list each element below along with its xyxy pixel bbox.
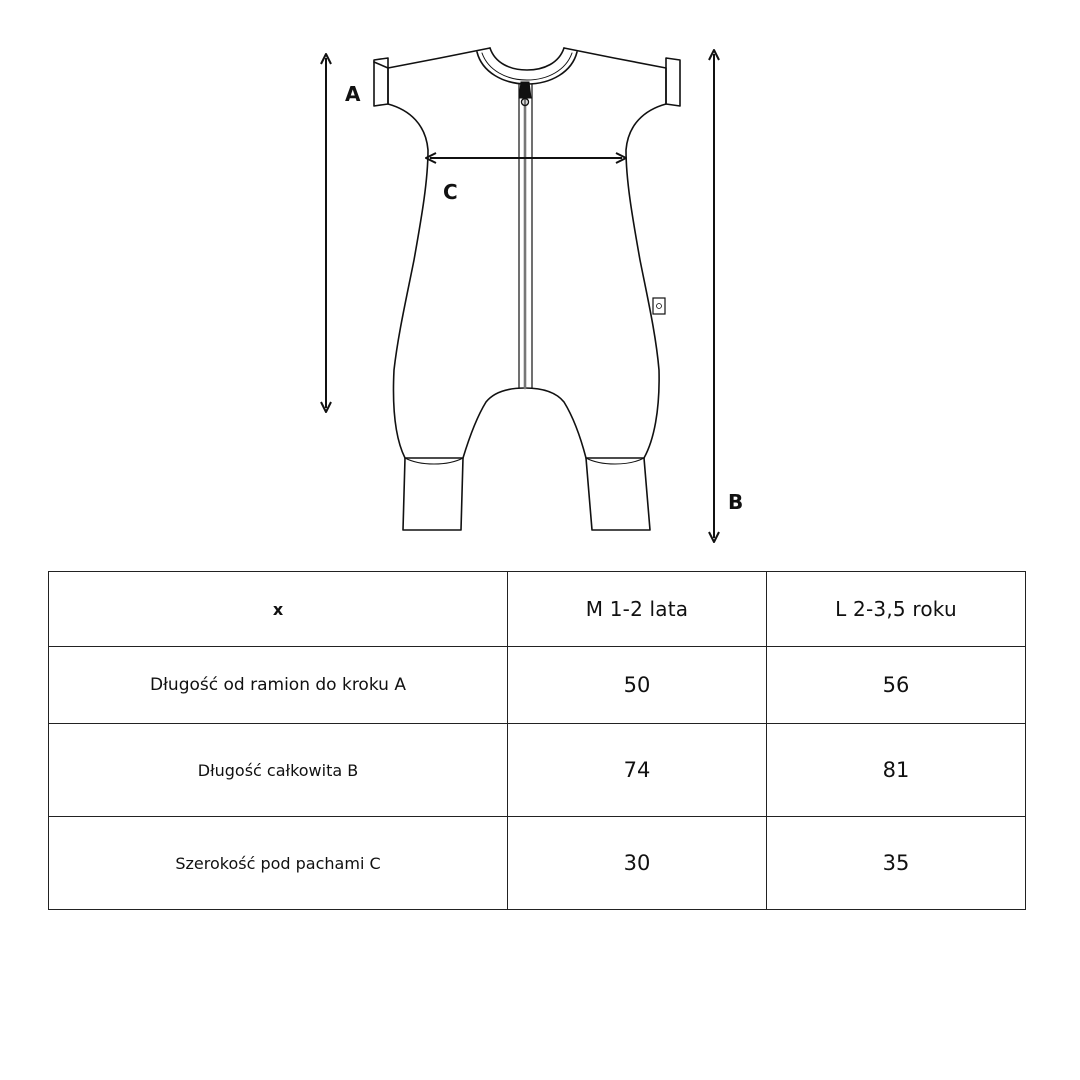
size-header-l: L 2-3,5 roku [767, 572, 1026, 647]
romper-sleep-sack-icon [374, 48, 680, 530]
label-b: B [728, 490, 744, 514]
zipper-pull-icon [519, 82, 531, 98]
row-label-width-c: Szerokość pod pachami C [49, 817, 508, 910]
label-a: A [345, 82, 361, 106]
left-leg-gather [405, 458, 463, 464]
table-header-row [49, 572, 1026, 647]
table-corner-cell: x [49, 572, 508, 647]
left-sleeve-edge [374, 62, 388, 68]
brand-tag-icon [653, 298, 665, 314]
row-label-length-a: Długość od ramion do kroku A [49, 647, 508, 724]
value-width-c-m: 30 [508, 817, 767, 910]
table-row [49, 724, 1026, 817]
table-row [49, 817, 1026, 910]
measure-arrow-b [709, 50, 719, 542]
left-leg-cuff [403, 458, 463, 530]
row-label-length-b: Długość całkowita B [49, 724, 508, 817]
size-header-m: M 1-2 lata [508, 572, 767, 647]
right-sleeve-cuff [666, 58, 680, 106]
right-leg-gather [586, 458, 644, 464]
value-width-c-l: 35 [767, 817, 1026, 910]
value-length-a-l: 56 [767, 647, 1026, 724]
right-leg-cuff [586, 458, 650, 530]
label-c: C [443, 180, 458, 204]
value-length-b-m: 74 [508, 724, 767, 817]
size-table [48, 571, 1026, 910]
neckline-outer [490, 48, 564, 70]
table-row [49, 647, 1026, 724]
value-length-a-m: 50 [508, 647, 767, 724]
garment-outline [388, 48, 666, 458]
value-length-b-l: 81 [767, 724, 1026, 817]
measure-arrow-a [321, 54, 331, 412]
